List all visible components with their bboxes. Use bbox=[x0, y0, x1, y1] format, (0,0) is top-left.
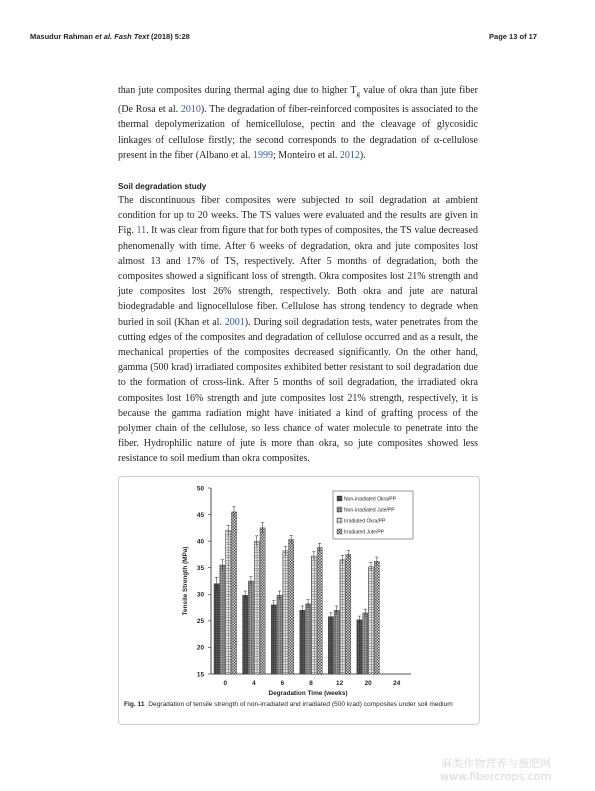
legend-label: Non-irradiated Jute/PP bbox=[344, 507, 395, 514]
chart-legend bbox=[333, 491, 413, 539]
legend-label: Irradiated Jute/PP bbox=[344, 529, 385, 536]
bar bbox=[231, 512, 236, 674]
page-number: Page 13 of 17 bbox=[489, 32, 537, 41]
bar bbox=[214, 584, 219, 674]
paragraph-soil-degradation: The discontinuous fiber composites were subjected to soil degradation at ambient condition for up to 20 weeks. The TS values were evaluated and the results are given in Fig. 11. It was clear from figure that for both types of composites, the TS value decreased phenomenally with time. After 6 weeks of degradation, okra and jute composites lost almost 13 and 17% of TS, respectively. After 5 months of degradation, both the composites showed a significant loss of strength. Okra composites lost 21% strength and jute composites lost 26% strength, respectively. Both okra and jute are natural biodegradable and lignocellulose fiber. Cellulose has strong tendency to degrade when buried in soil (Khan et al. 2001). During soil degradation tests, water penetrates from the cutting edges of the composites and degradation of cellulose occurred and as a result, the mechanical properties of the composites decreased significantly. On the other hand, gamma (500 krad) irradiated composites exhibited better resistant to soil degradation due to the formation of cross-link. After 5 months of soil degradation, the irradiated okra composites lost 16% strength and jute composites lost 21% strength, respectively, it is because the gamma radiation might have initiated a kind of grafting process of the polymer chain of the cellulose, so less chance of water molecule to penetrate into the fiber. Hydrophilic nature of jute is more than okra, so jute composites showed less resistance to soil medium than okra composites. bbox=[118, 195, 478, 465]
bar bbox=[220, 565, 225, 674]
x-axis-label: Degradation Time (weeks) bbox=[268, 690, 348, 697]
y-tick-label: 30 bbox=[196, 591, 204, 599]
y-tick-label: 50 bbox=[196, 485, 204, 493]
citation-link[interactable]: 2012 bbox=[339, 149, 360, 161]
running-header-left bbox=[30, 32, 190, 41]
x-tick-label: 24 bbox=[393, 680, 401, 687]
y-axis-label: Tensile Strength (MPa) bbox=[182, 546, 189, 616]
paragraph-thermal-aging: than jute composites during thermal aging due to higher $T_g$ value of okra than jute fiber (De Rosa et al. 2010). The degradation of fiber-reinforced composites is associated to the thermal depolymerization of hemicellulose, pectin and the cleavage of glycosidic linkages of cellulose firstly; the second corresponds to the degradation of α-cellulose present in the fiber (Albano et al. 1999; Monteiro et al. 2012). bbox=[118, 85, 478, 161]
site-watermark: 麻类作物营养与施肥网 www.fibercrops.com bbox=[440, 757, 552, 783]
y-tick-label: 20 bbox=[196, 644, 204, 652]
bar bbox=[317, 548, 322, 674]
header-journal: Fash Text bbox=[114, 32, 149, 41]
figure-link[interactable]: 11 bbox=[136, 225, 147, 237]
bar bbox=[243, 595, 248, 674]
y-tick-label: 35 bbox=[196, 565, 204, 573]
bar bbox=[226, 531, 231, 674]
header-citation: (2018) 5:28 bbox=[151, 32, 190, 41]
bar bbox=[260, 528, 265, 674]
bar bbox=[289, 540, 294, 674]
legend-label: Irradiated Okra/PP bbox=[344, 518, 386, 525]
bar bbox=[363, 613, 368, 674]
y-tick-label: 45 bbox=[196, 511, 204, 519]
citation-link[interactable]: 2010 bbox=[180, 104, 201, 116]
bar bbox=[248, 581, 253, 674]
bar bbox=[374, 561, 379, 674]
header-etal: et al. bbox=[95, 32, 113, 41]
bar bbox=[340, 560, 345, 674]
figure-11 bbox=[118, 476, 480, 725]
x-tick-label: 12 bbox=[336, 680, 344, 687]
caption-label: Fig. 11 bbox=[124, 701, 145, 708]
bar bbox=[283, 551, 288, 674]
citation-link[interactable]: 1999 bbox=[252, 149, 273, 161]
tensile-strength-chart bbox=[119, 477, 479, 699]
caption-text: Degradation of tensile strength of non-irradiated and irradiated (500 krad) composites under soil medium bbox=[148, 701, 453, 708]
bar bbox=[368, 567, 373, 674]
y-tick-label: 25 bbox=[196, 618, 204, 626]
bar bbox=[254, 541, 259, 674]
legend-swatch bbox=[337, 529, 342, 534]
bar bbox=[271, 605, 276, 674]
figure-caption bbox=[124, 701, 474, 709]
x-tick-label: 8 bbox=[309, 680, 313, 687]
legend-label: Non-irradiated Okra/PP bbox=[344, 496, 396, 503]
y-tick-label: 15 bbox=[196, 671, 204, 679]
bar bbox=[311, 556, 316, 674]
x-tick-label: 6 bbox=[280, 680, 285, 687]
x-tick-label: 20 bbox=[364, 680, 372, 687]
bar bbox=[277, 595, 282, 674]
citation-link[interactable]: 2001 bbox=[224, 316, 245, 328]
bar bbox=[300, 610, 305, 674]
header-authors: Masudur Rahman bbox=[30, 32, 93, 41]
legend-swatch bbox=[337, 518, 342, 523]
bar bbox=[328, 617, 333, 674]
bar bbox=[346, 554, 351, 674]
bar bbox=[306, 604, 311, 674]
x-tick-label: 4 bbox=[252, 680, 256, 687]
bar bbox=[334, 610, 339, 674]
bar bbox=[357, 620, 362, 674]
section-heading: Soil degradation study bbox=[118, 182, 207, 191]
x-tick-label: 0 bbox=[223, 680, 228, 687]
legend-swatch bbox=[337, 496, 342, 501]
y-tick-label: 40 bbox=[196, 538, 204, 546]
legend-swatch bbox=[337, 507, 342, 512]
